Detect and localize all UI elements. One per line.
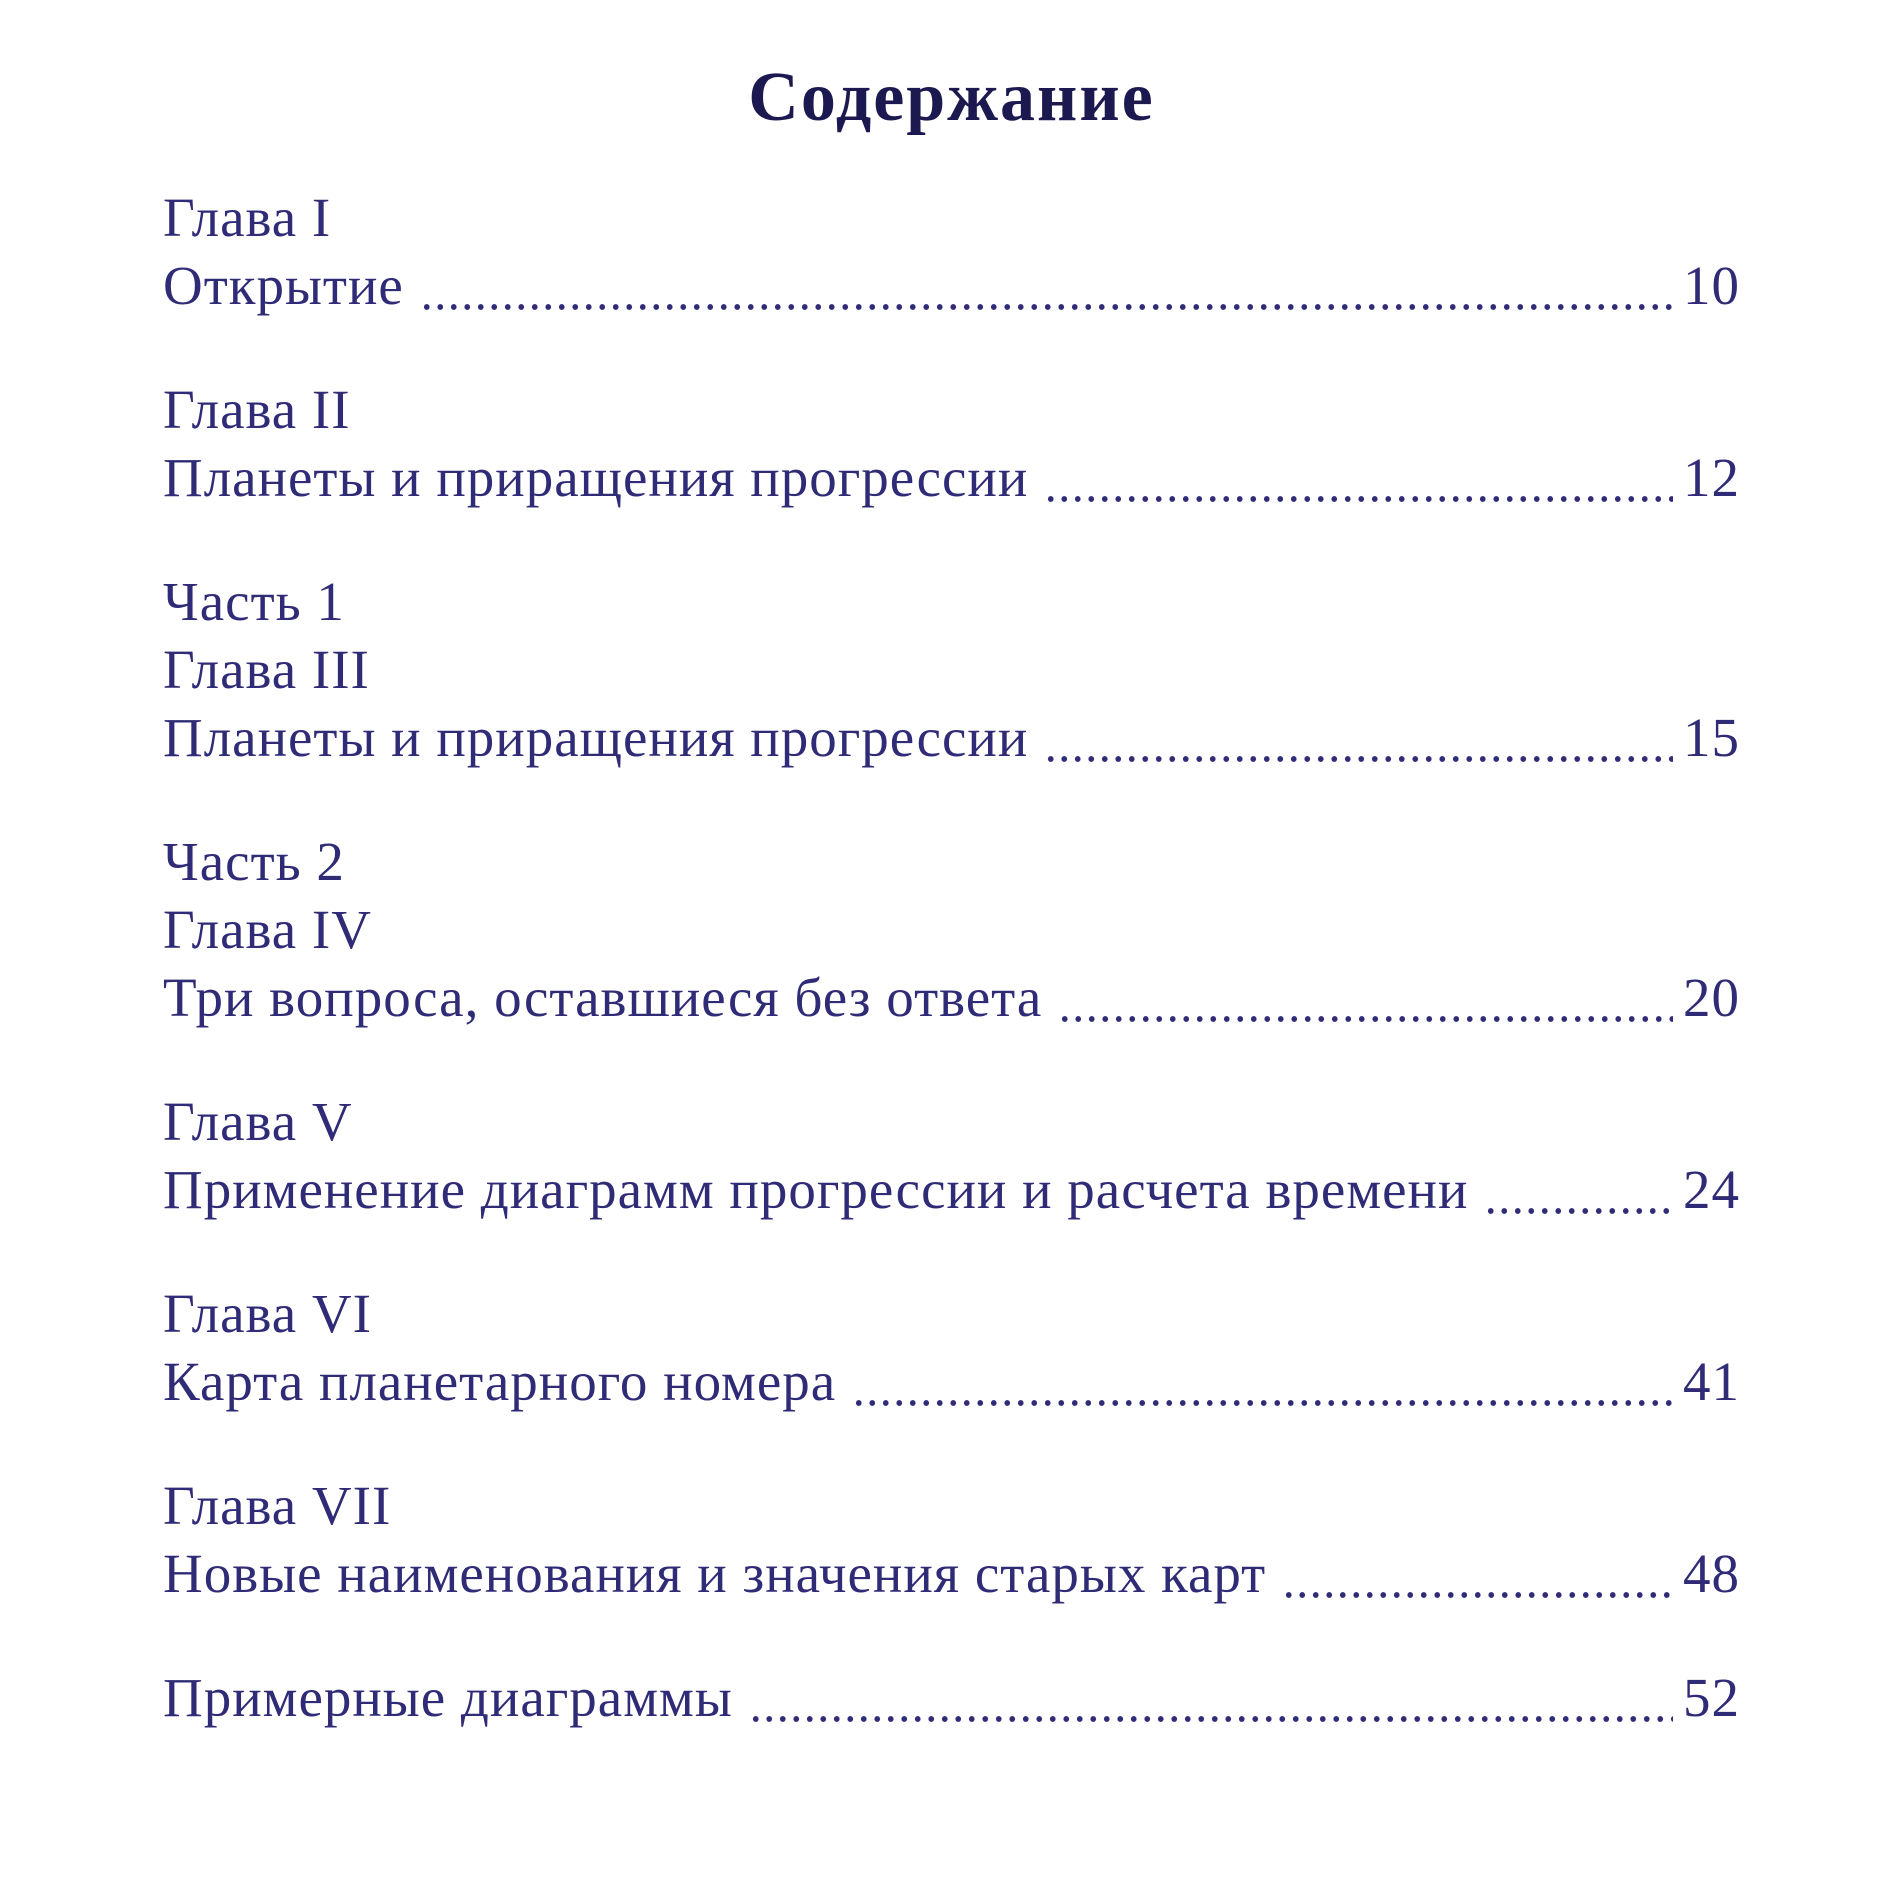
toc-entry-row <box>163 1664 1740 1732</box>
toc-heading-line: Глава IV <box>163 899 372 960</box>
toc-entry-title: Применение диаграмм прогрессии и расчета времени <box>163 1159 1469 1220</box>
toc-heading-line: Часть 1 <box>163 571 345 632</box>
page-number: 20 <box>1683 967 1740 1028</box>
toc-entry-row <box>163 1156 1740 1224</box>
page-number: 41 <box>1683 1351 1740 1412</box>
toc-heading-line: Глава VII <box>163 1475 392 1536</box>
page-number: 15 <box>1683 707 1740 768</box>
page-number: 10 <box>1683 255 1740 316</box>
dot-leader <box>420 252 1673 320</box>
toc-heading-line: Глава III <box>163 639 370 700</box>
toc-entry <box>163 376 1740 512</box>
toc-entry <box>163 568 1740 772</box>
toc-entry-title: Планеты и приращения прогрессии <box>163 447 1029 508</box>
page-number: 48 <box>1683 1543 1740 1604</box>
toc-heading-line: Глава I <box>163 187 332 248</box>
toc-entry-title: Планеты и приращения прогрессии <box>163 707 1029 768</box>
dot-leader <box>1044 444 1673 512</box>
toc-entry-row <box>163 444 1740 512</box>
toc-entry-title: Примерные диаграммы <box>163 1667 733 1728</box>
toc-entry <box>163 1088 1740 1224</box>
toc-entry <box>163 1472 1740 1608</box>
page-number: 12 <box>1683 447 1740 508</box>
page-number: 24 <box>1683 1159 1740 1220</box>
toc-entry-row <box>163 1540 1740 1608</box>
dot-leader <box>1282 1540 1673 1608</box>
dot-leader <box>1044 704 1673 772</box>
toc-entry-row <box>163 964 1740 1032</box>
toc-entry <box>163 1664 1740 1732</box>
toc-entry <box>163 828 1740 1032</box>
toc-entry-row <box>163 1348 1740 1416</box>
dot-leader <box>1484 1156 1673 1224</box>
toc-entry <box>163 184 1740 320</box>
dot-leader <box>749 1664 1673 1732</box>
toc-entry <box>163 1280 1740 1416</box>
dot-leader <box>1058 964 1673 1032</box>
toc-entry-row <box>163 704 1740 772</box>
toc-entry-title: Открытие <box>163 255 404 316</box>
toc-entry-title: Карта планетарного номера <box>163 1351 837 1412</box>
toc-heading-line: Глава VI <box>163 1283 372 1344</box>
toc-entry-title: Новые наименования и значения старых карт <box>163 1543 1267 1604</box>
toc-heading-line: Глава V <box>163 1091 353 1152</box>
dot-leader <box>852 1348 1673 1416</box>
toc-list <box>163 184 1740 1732</box>
toc-heading-line: Глава II <box>163 379 351 440</box>
toc-entry-row <box>163 252 1740 320</box>
page-number: 52 <box>1683 1667 1740 1728</box>
toc-heading-line: Часть 2 <box>163 831 345 892</box>
page-title: Содержание <box>748 59 1155 136</box>
toc-entry-title: Три вопроса, оставшиеся без ответа <box>163 967 1043 1028</box>
